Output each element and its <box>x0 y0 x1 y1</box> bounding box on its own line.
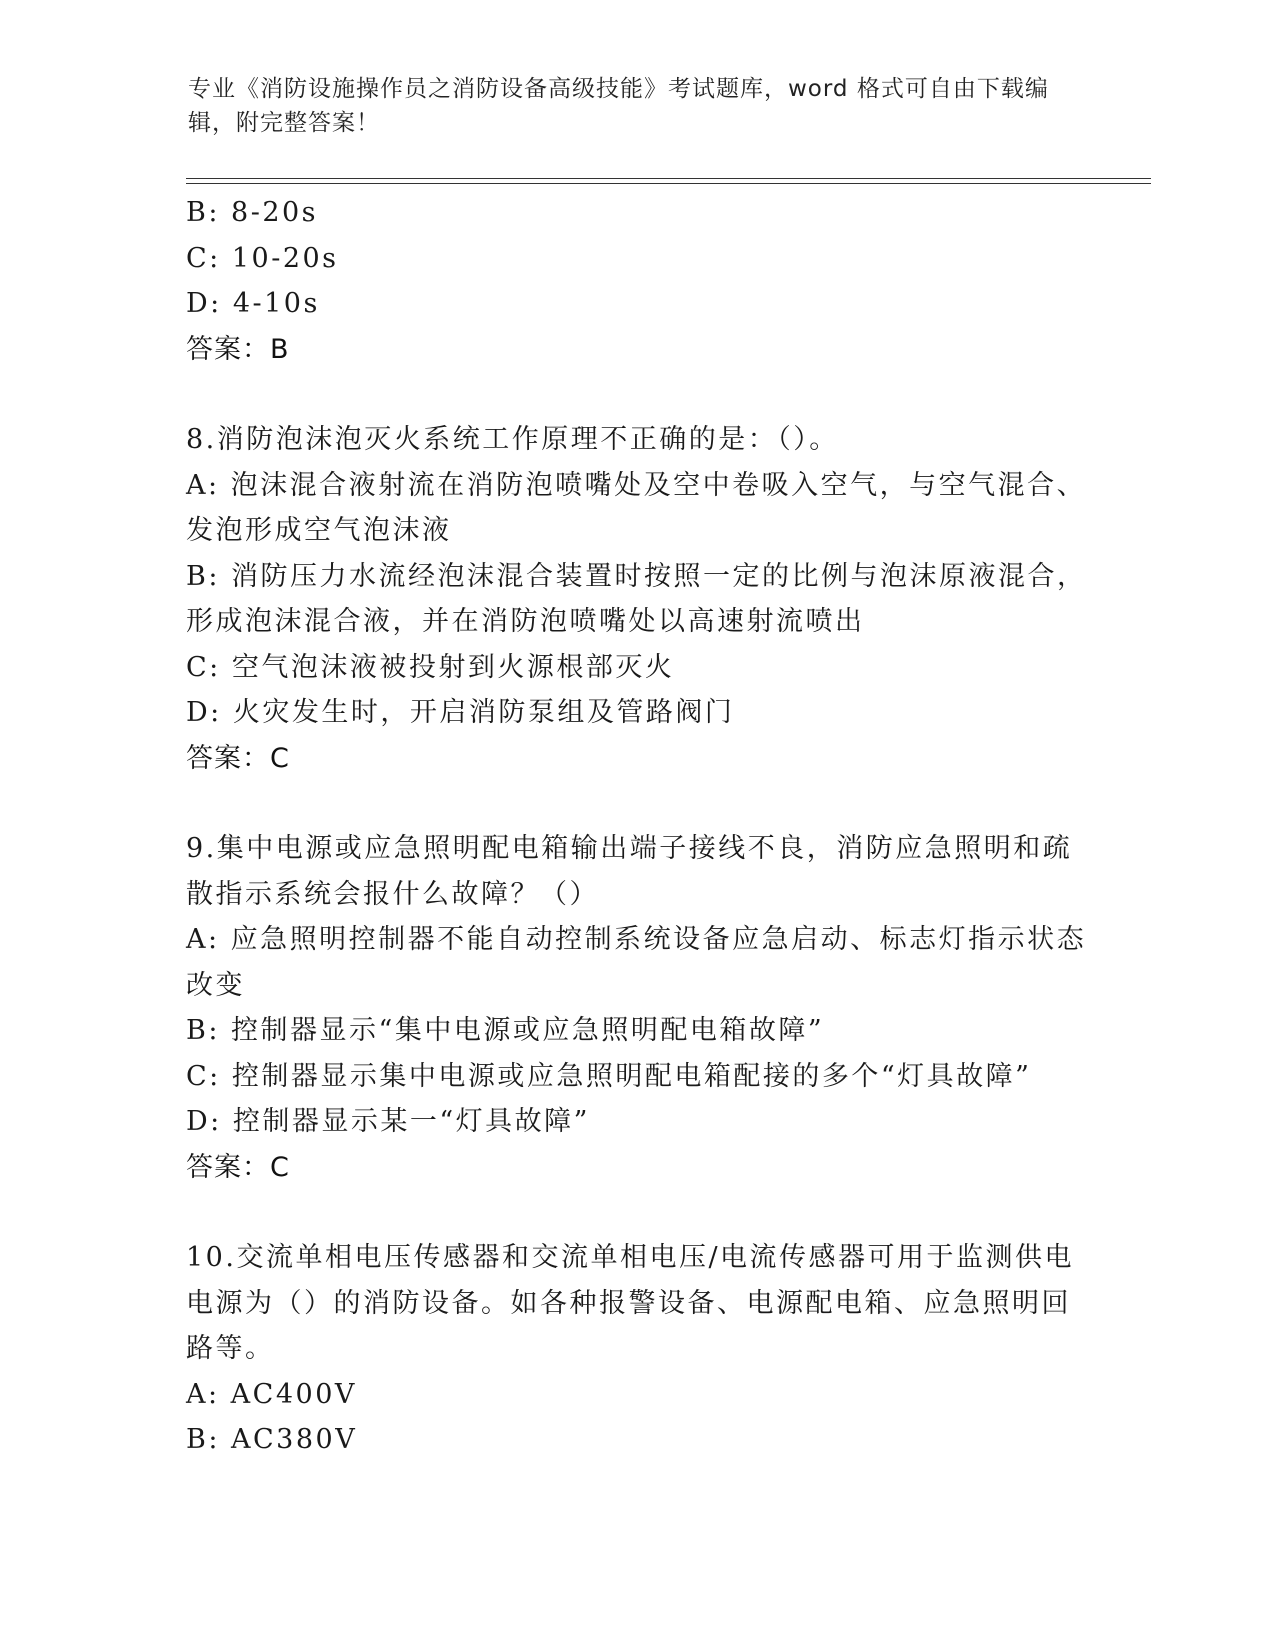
q7-option-d: D: 4-10s <box>186 288 320 319</box>
q8-stem: 8.消防泡沫泡灭火系统工作原理不正确的是：（）。 <box>186 424 839 455</box>
spacer <box>186 1190 1086 1235</box>
q8-option-a-line1: A: 泡沫混合液射流在消防泡喷嘴处及空中卷吸入空气，与空气混合、 <box>186 469 1087 501</box>
q8-option-b-line2: 形成泡沫混合液，并在消防泡喷嘴处以高速射流喷出 <box>186 606 865 637</box>
q9-stem-line2: 散指示系统会报什么故障？（） <box>186 878 599 910</box>
question-list <box>186 190 1086 1463</box>
q9-answer: 答案：C <box>186 1151 290 1183</box>
q7-option-c: C: 10-20s <box>186 242 339 274</box>
header-divider-top <box>186 178 1151 179</box>
q9-stem-line1: 9.集中电源或应急照明配电箱输出端子接线不良，消防应急照明和疏 <box>186 833 1073 864</box>
q9-option-d: D: 控制器显示某一“灯具故障” <box>186 1106 590 1137</box>
q10-stem-line2: 电源为（）的消防设备。如各种报警设备、电源配电箱、应急照明回 <box>186 1287 1071 1319</box>
q10-stem-line1: 10.交流单相电压传感器和交流单相电压/电流传感器可用于监测供电 <box>186 1242 1075 1273</box>
spacer <box>186 781 1086 826</box>
q10-option-a: A: AC400V <box>186 1378 357 1410</box>
q9-option-a-line2: 改变 <box>186 969 245 1001</box>
q9-option-a-line1: A: 应急照明控制器不能自动控制系统设备应急启动、标志灯指示状态 <box>186 924 1087 955</box>
q8-option-c: C: 空气泡沫液被投射到火源根部灭火 <box>186 651 675 683</box>
question-9 <box>186 826 1086 1190</box>
q9-option-c: C: 控制器显示集中电源或应急照明配电箱配接的多个“灯具故障” <box>186 1060 1032 1092</box>
q10-option-b: B: AC380V <box>186 1424 358 1455</box>
q9-option-b: B: 控制器显示“集中电源或应急照明配电箱故障” <box>186 1015 825 1046</box>
q7-answer: 答案：B <box>186 333 290 365</box>
q8-option-b-line1: B: 消防压力水流经泡沫混合装置时按照一定的比例与泡沫原液混合， <box>186 560 1087 592</box>
q8-option-d: D: 火灾发生时，开启消防泵组及管路阀门 <box>186 697 735 728</box>
spacer <box>186 372 1086 417</box>
question-7 <box>186 190 1086 372</box>
question-8 <box>186 417 1086 781</box>
question-10 <box>186 1235 1086 1463</box>
header-divider-bottom <box>186 183 1151 184</box>
header-note: 专业《消防设施操作员之消防设备高级技能》考试题库，word 格式可自由下载编辑，附完整答案！ <box>188 76 1049 136</box>
q8-answer: 答案：C <box>186 742 290 774</box>
q7-option-b: B: 8-20s <box>186 197 319 228</box>
q8-option-a-line2: 发泡形成空气泡沫液 <box>186 515 452 546</box>
q10-stem-line3: 路等。 <box>186 1333 275 1364</box>
